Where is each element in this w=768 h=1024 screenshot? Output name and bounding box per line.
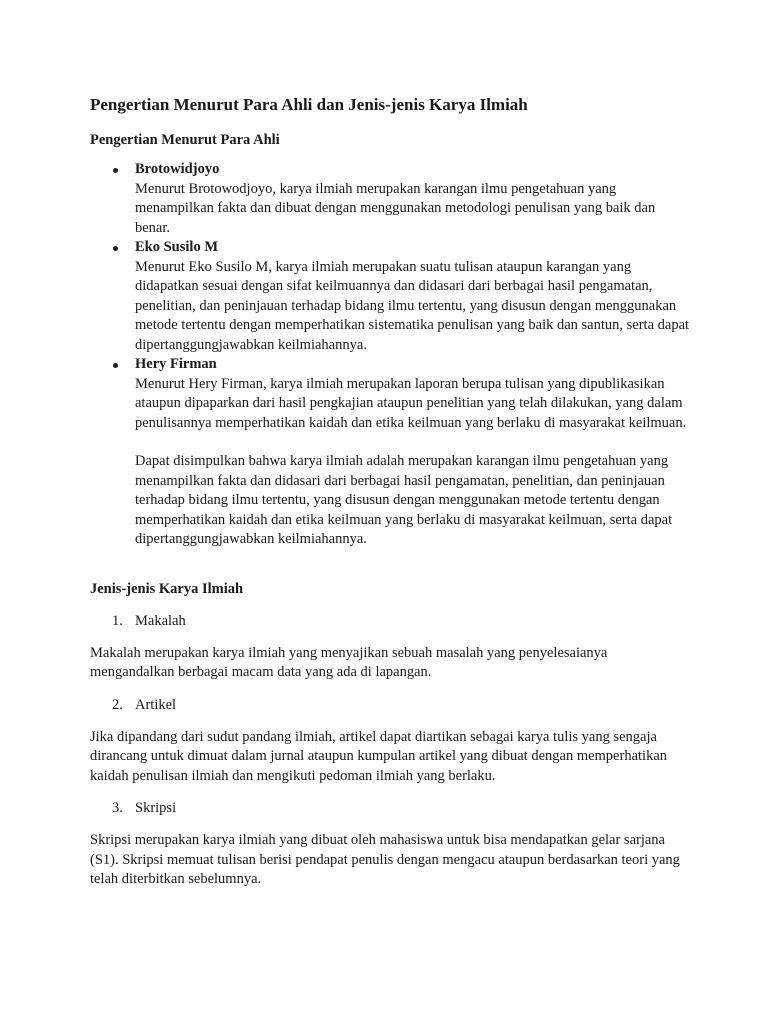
type-label: Makalah bbox=[135, 612, 186, 629]
list-item bbox=[90, 238, 690, 355]
document-title: Pengertian Menurut Para Ahli dan Jenis-jenis Karya Ilmiah bbox=[90, 95, 528, 114]
item-number: 3. bbox=[112, 800, 123, 816]
type-description: Skripsi merupakan karya ilmiah yang dibuat oleh mahasiswa untuk bisa mendapatkan gelar sarjana (S1). Skripsi memuat tulisan berisi pendapat penulis dengan mengacu ataupun berdasarkan teori yang telah diterbitkan sebelumnya. bbox=[90, 832, 680, 887]
document-page bbox=[90, 94, 690, 890]
type-description: Makalah merupakan karya ilmiah yang menyajikan sebuah masalah yang penyelesaianya mengandalkan berbagai macam data yang ada di lapangan. bbox=[90, 644, 608, 680]
type-label: Skripsi bbox=[135, 800, 177, 816]
list-item bbox=[90, 355, 690, 433]
bullet-icon bbox=[113, 246, 118, 251]
type-item-makalah bbox=[90, 611, 690, 631]
expert-name: Brotowidjoyo bbox=[135, 161, 220, 177]
section-heading-types: Jenis-jenis Karya Ilmiah bbox=[90, 580, 244, 597]
item-number: 1. bbox=[112, 612, 123, 629]
expert-name: Hery Firman bbox=[135, 356, 217, 372]
item-number: 2. bbox=[112, 696, 123, 713]
conclusion-paragraph: Dapat disimpulkan bahwa karya ilmiah adalah merupakan karangan ilmu pengetahuan yang menampilkan fakta dan didasari dari berbagai hasil pengamatan, penelitian, dan peninjauan terhadap bidang ilmu tertentu, yang disusun dengan menggunakan metode tertentu dengan memperhatikan kaidah dan etika keilmuan yang berlaku di masyarakat keilmuan, serta dapat dipertanggungjawabkan keilmiahannya. bbox=[135, 453, 673, 547]
type-item-artikel bbox=[90, 695, 690, 715]
type-description: Jika dipandang dari sudut pandang ilmiah, artikel dapat diartikan sebagai karya tulis yang sengaja dirancang untuk dimuat dalam jurnal ataupun kumpulan artikel yang dibuat dengan memperhatikan kaidah penulisan ilmiah dan mengikuti pedoman ilmiah yang berlaku. bbox=[90, 728, 668, 784]
bullet-icon bbox=[113, 168, 118, 173]
expert-definition: Menurut Eko Susilo M, karya ilmiah merupakan suatu tulisan ataupun karangan yang didapatkan sesuai dengan sifat keilmuannya dan didasari dari berbagai hasil pengamatan, penelitian, dan peninjauan terhadap bidang ilmu tertentu, yang disusun dengan menggunakan metode tertentu dengan memperhatikan sistematika penulisan yang baik dan santun, serta dapat dipertanggungjawabkan keilmiahannya. bbox=[135, 258, 690, 353]
expert-definition: Menurut Brotowodjoyo, karya ilmiah merupakan karangan ilmu pengetahuan yang menampilkan fakta dan dibuat dengan menggunakan metodologi penulisan yang baik dan benar. bbox=[135, 180, 656, 236]
bullet-icon bbox=[113, 363, 118, 368]
type-item-skripsi bbox=[90, 798, 690, 818]
section-heading-experts: Pengertian Menurut Para Ahli bbox=[90, 132, 280, 148]
type-label: Artikel bbox=[135, 696, 177, 713]
expert-name: Eko Susilo M bbox=[135, 239, 218, 255]
experts-list bbox=[90, 160, 690, 433]
list-item bbox=[90, 160, 690, 238]
expert-definition: Menurut Hery Firman, karya ilmiah merupakan laporan berupa tulisan yang dipublikasikan ataupun dipaparkan dari hasil pengkajian ataupun penelitian yang telah dilakukan, yang dalam penulisannya memperhatikan kaidah dan etika keilmuan yang berlaku di masyarakat keilmuan. bbox=[135, 375, 687, 431]
